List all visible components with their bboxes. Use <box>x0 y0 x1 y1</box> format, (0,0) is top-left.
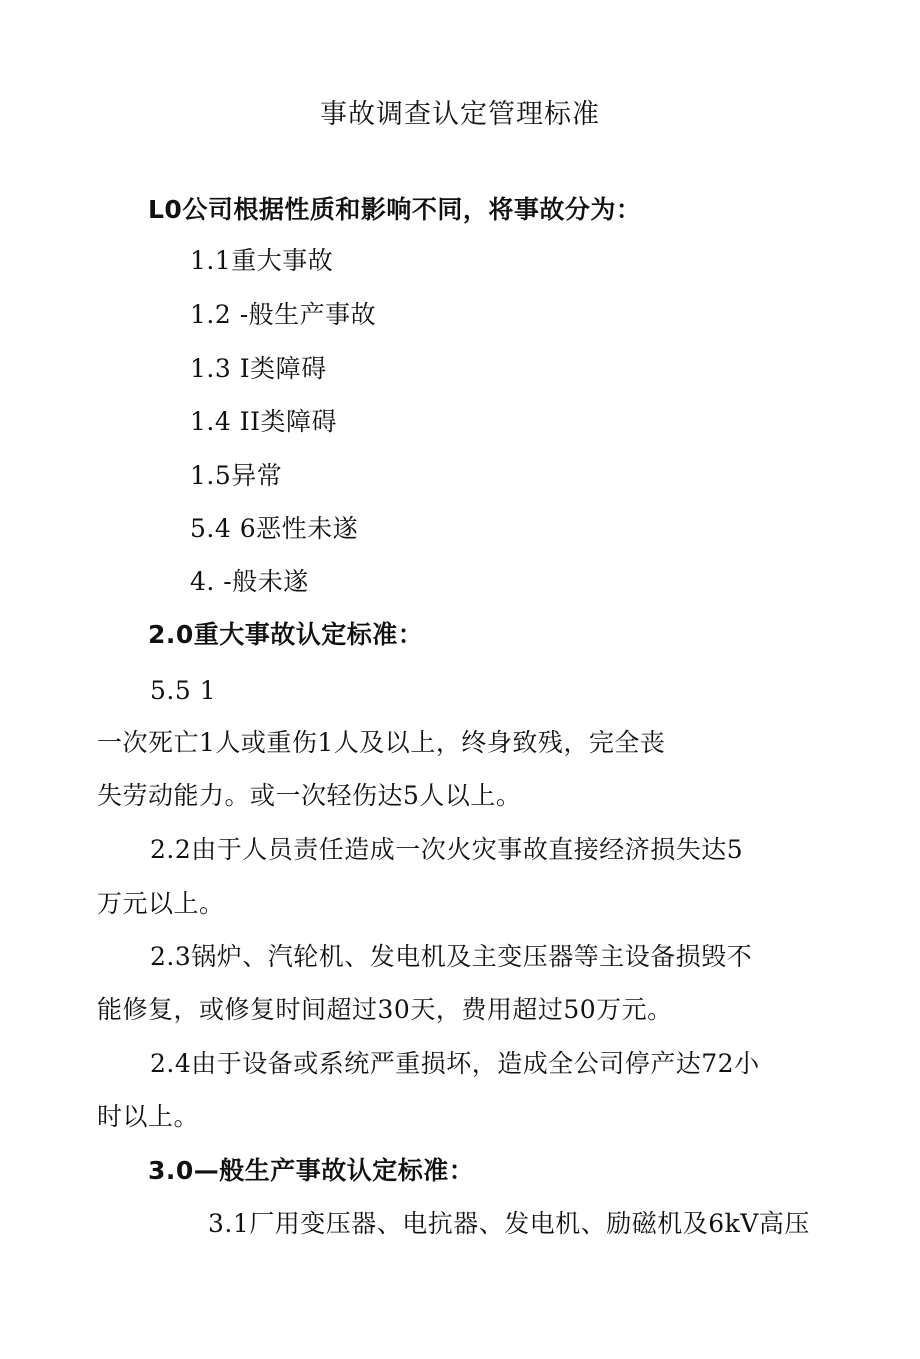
paragraph-line: 时以上。 <box>97 1102 200 1131</box>
paragraph-line: 2.3锅炉、汽轮机、发电机及主变压器等主设备损毁不 <box>150 942 753 971</box>
paragraph-line: 3.1厂用变压器、电抗器、发电机、励磁机及6kV高压 <box>208 1209 810 1238</box>
list-item: 1.3 I类障碍 <box>190 354 327 383</box>
list-item: 1.4 II类障碍 <box>190 407 337 436</box>
paragraph-line: 2.2由于人员责任造成一次火灾事故直接经济损失达5 <box>150 835 744 864</box>
section-1-heading: L0公司根据性质和影响不同，将事故分为： <box>148 195 642 224</box>
paragraph-line: 失劳动能力。或一次轻伤达5人以上。 <box>97 781 522 810</box>
list-item: 1.2 -般生产事故 <box>190 300 377 329</box>
list-item: 5.4 6恶性未遂 <box>190 514 359 543</box>
list-item: 4. -般未遂 <box>190 567 309 596</box>
paragraph-line: 一次死亡1人或重伤1人及以上，终身致残，完全丧 <box>97 728 666 757</box>
paragraph-line: 能修复，或修复时间超过30天，费用超过50万元。 <box>97 995 673 1024</box>
paragraph-line: 2.4由于设备或系统严重损坏，造成全公司停产达72小 <box>150 1049 760 1078</box>
list-item: 1.1重大事故 <box>190 246 334 275</box>
list-item: 1.5异常 <box>190 461 283 490</box>
document-title: 事故调查认定管理标准 <box>320 99 600 130</box>
paragraph-line: 万元以上。 <box>97 889 225 918</box>
section-3-heading: 3.0—般生产事故认定标准： <box>148 1156 475 1185</box>
section-2-heading: 2.0重大事故认定标准： <box>148 620 424 649</box>
paragraph-line: 5.5 1 <box>150 676 217 705</box>
